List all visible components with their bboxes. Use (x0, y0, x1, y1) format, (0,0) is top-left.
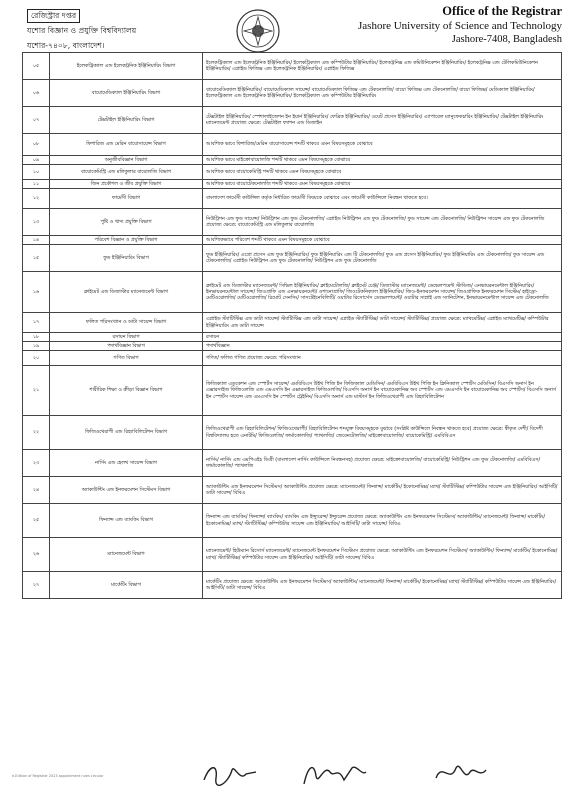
address-english: Jashore-7408, Bangladesh (451, 34, 562, 45)
table-row (23, 107, 562, 134)
row-number: ১১ (23, 180, 50, 189)
row-number: ২০ (23, 351, 50, 366)
row-number: ১৯ (23, 342, 50, 351)
qualification-text: গণিত/ ফলিত গণিত প্রযোজ্য ক্ষেত্রে: পরিসংখ্যান (203, 351, 562, 366)
university-name-bangla: যশোর বিজ্ঞান ও প্রযুক্তি বিশ্ববিদ্যালয় (27, 26, 137, 35)
row-number: ২৫ (23, 504, 50, 538)
row-number: ২৩ (23, 450, 50, 477)
qualification-text: নিউট্রিশন এন্ড ফুড সায়েন্স/ নিউট্রিশন এন্ড ফুড টেকনোলজি/ এপ্লাইড নিউট্রিশন এন্ড ফুড টেকনোলজি/ ফুড সায়েন্স এন্ড টেকনোলজি/ নিউট্রিশন সায়েন্স এন্ড ফুড টেকনোলজি প্রযোজ্য ক্ষেত্রে: বায়োকেমিস্ট্রি এন্ড মলিকুলার বায়োলজি (203, 209, 562, 236)
department-name: ফিশারিজ এন্ড মেরিন বায়োসায়েন্স বিভাগ (50, 134, 203, 156)
signature-1 (200, 758, 260, 788)
table-row (23, 342, 562, 351)
row-number: ০৫ (23, 53, 50, 80)
table-row (23, 313, 562, 333)
table-row (23, 165, 562, 180)
row-number: ০৬ (23, 80, 50, 107)
table-row (23, 450, 562, 477)
qualification-text: আবশ্যিক ভাবে বায়োটেকনোলজি শব্দটি থাকবে এমন বিষয়সমূহকে বোঝাবে (203, 180, 562, 189)
table-row (23, 477, 562, 504)
table-row (23, 504, 562, 538)
footer-note: e-Edition of Registrar 2023 appointment rules circular (12, 774, 104, 778)
university-name-english: Jashore University of Science and Technology (358, 20, 562, 32)
qualification-text: অ্যাকাউন্টিং এন্ড ইনফরমেশন সিস্টেমস/ অ্যাকাউন্টিং প্রযোজ্য ক্ষেত্রে: ম্যানেজমেন্ট/ ফিন্যান্স/ মার্কেটিং/ ইকোনোমিক্স/ ম্যাথ/ স্ট্যাটিস্টিক্স/ কম্পিউটার সায়েন্স এন্ড ইঞ্জিনিয়ারিং/ আইসিটি/ ডাটা সায়েন্স/ বিবিএ (203, 477, 562, 504)
row-number: ১৬ (23, 272, 50, 313)
qualification-text: ইলেকট্রিক্যাল এন্ড ইলেকট্রনিক ইঞ্জিনিয়ারিং/ ইলেকট্রিক্যাল এন্ড কম্পিউটার ইঞ্জিনিয়ারিং/ ইলেকট্রনিক্স এন্ড কমিউনিকেশন ইঞ্জিনিয়ারিং/ ইলেকট্রনিক্স এন্ড টেলিকমিউনিকেশন ইঞ্জিনিয়ারিং/ এপ্লাইড ফিজিক্স এন্ড ইলেকট্রনিক ইঞ্জিনিয়ারিং/ এপ্লাইড ফিজিক্স (203, 53, 562, 80)
qualification-text: ফিন্যান্স এন্ড ব্যাংকিং/ ফিন্যান্স/ ব্যাংকিং/ ব্যাংকিং এন্ড ইন্স্যুরেন্স/ ইন্স্যুরেন্স প্রযোজ্য ক্ষেত্রে: অ্যাকাউন্টিং এন্ড ইনফরমেশন সিস্টেমস/ অ্যাকাউন্টিং/ ম্যানেজমেন্ট/ ফিন্যান্স/ মার্কেটিং/ ইকোনোমিক্স/ ম্যাথ/ স্ট্যাটিস্টিক্স/ কম্পিউটার সায়েন্স এন্ড ইঞ্জিনিয়ারিং/ আইসিটি/ ডাটা সায়েন্স/ বিবিএ (203, 504, 562, 538)
qualification-text: ম্যানেজমেন্ট/ হিউম্যান রিসোর্স ম্যানেজমেন্ট/ ম্যানেজমেন্ট ইনফরমেশন সিস্টেমস প্রযোজ্য ক্ষেত্রে: অ্যাকাউন্টিং এন্ড ইনফরমেশন সিস্টেমস/ অ্যাকাউন্টিং/ ফিন্যান্স/ মার্কেটিং/ ইকোনোমিক্স/ ম্যাথ/ স্ট্যাটিস্টিক্স/ কম্পিউটার সায়েন্স এন্ড ইঞ্জিনিয়ারিং/ আইসিটি/ ডাটা সায়েন্স/ বিবিএ (203, 538, 562, 572)
department-name: পরিবেশ বিজ্ঞান ও প্রযুক্তি বিভাগ (50, 236, 203, 245)
table-row (23, 351, 562, 366)
qualification-text: ফিজিওথেরাপী এন্ড রিহ্যাবিলিটেশন/ ফিজিওথেরাপী/ রিহ্যাবিলিটেশন শব্দযুক্ত বিষয়সমূহকে বুঝাবে (সংশ্লিষ্ট কাউন্সিলে নিবন্ধন থাকতে হবে) প্রযোজ্য ক্ষেত্রে: স্বীকৃত দেশী/ বিদেশী বিশ্ববিদ্যালয় হতে এনাটমি/ ফিজিওলজি/ ফার্মাকোলজি/ প্যাথলজি/ জেরেনটোলজি/ মাইক্রোবায়োলজি/ বায়োকেমিস্ট্রি/ এমবিবিএস (203, 416, 562, 450)
department-name: পুষ্টি ও খাদ্য প্রযুক্তি বিভাগ (50, 209, 203, 236)
qualification-text: ফুড ইঞ্জিনিয়ারিং/ এগ্রো প্রসেস এন্ড ফুড ইঞ্জিনিয়ারিং/ ফুড ইঞ্জিনিয়ারিং এন্ড টি টেকনোলজি/ ফুড এন্ড প্রসেস ইঞ্জিনিয়ারিং/ ফুড ইঞ্জিনিয়ারিং এন্ড টেকনোলজি/ ফুড সায়েন্স এন্ড টেকনোলজি/ এপ্লাইড নিউট্রিশন এন্ড ফুড টেকনোলজি/ নিউট্রিশন এন্ড ফুড টেকনোলজি (203, 245, 562, 272)
table-row (23, 80, 562, 107)
qualification-text: আবশ্যিক ভাবে ফিশারিজ/মেরিন বায়োসায়েন্স শব্দটি থাকবে এমন বিষয়সমূহকে বোঝাবে (203, 134, 562, 156)
table-row (23, 245, 562, 272)
qualification-text: আবশ্যিক ভাবে মাইক্রোবায়োলজি শব্দটি থাকবে এমন বিষয়সমূহকে বোঝাবে (203, 156, 562, 165)
department-name: শারীরিক শিক্ষা ও ক্রীড়া বিজ্ঞান বিভাগ (50, 366, 203, 416)
table-row (23, 189, 562, 209)
qualification-text: এপ্লাইড স্ট্যাটিস্টিক্স এন্ড ডাটা সায়েন্স/ স্ট্যাটিস্টিক্স এন্ড ডাটা সায়েন্স/ এপ্লাইড স্ট্যাটিস্টিক্স/ ডাটা সায়েন্স/ স্ট্যাটিস্টিক্স/ প্রযোজ্য ক্ষেত্রে: ম্যাথমেটিক্স/ এপ্লাইড ম্যাথমেটিক্স/ কম্পিউটার ইঞ্জিনিয়ারিং এন্ড ডাটা সায়েন্স (203, 313, 562, 333)
table-row (23, 180, 562, 189)
qualification-text: আবশ্যিক ভাবে বায়োকেমিস্ট্রি শব্দটি থাকবে এমন বিষয়সমূহকে বোঝাবে (203, 165, 562, 180)
table-row (23, 416, 562, 450)
row-number: ১২ (23, 189, 50, 209)
qualification-text: বাংলাদেশ ফার্মেসী কাউন্সিল কর্তৃক নির্ধারিত ফার্মেসী বিষয়কে বোঝাবে এবং ফার্মেসী কাউন্সিলে নিবন্ধন থাকতে হবে। (203, 189, 562, 209)
department-name: ম্যানেজমেন্ট বিভাগ (50, 538, 203, 572)
row-number: ২২ (23, 416, 50, 450)
table-row (23, 366, 562, 416)
department-name: বায়োকেমিস্ট্রি এন্ড মলিকুলার বায়োলজি বিভাগ (50, 165, 203, 180)
qualification-text: ফিজিক্যাল এডুকেশন এন্ড স্পোর্টস সায়েন্স/ এমবিবিএস উইথ পিজি ইন ফিজিক্যাল মেডিসিন/ এমবিবিএস উইথ পিজি ইন ক্লিনিক্যাল স্পোর্টস মেডিসিন/ বিএসসি অনার্স ইন এক্সারসাইজ ফিজিওলজি এন্ড এমএসসি ইন এক্সারসাইজ ফিজিওলজি/ বিএসসি অনার্স ইন বায়োমেকানিক্স অব স্পোর্টস এন্ড এমএসসি ইন বায়োমেকানিক্স অব স্পোর্টস/ বিএসসি অনার্স ইন স্পোর্টস সায়েন্স এন্ড এমএসসি ইন স্পোর্টস ট্রেইনিং/ বিএসসি অনার্স এন্ড মাস্টার্স ইন ফিজিওথেরাপী এন্ড রিহ্যাবিলিটেশন (203, 366, 562, 416)
university-seal-icon (235, 8, 281, 54)
row-number: ০৯ (23, 156, 50, 165)
department-name: ক্লাইমেট এন্ড ডিজাস্টার ম্যানেজমেন্ট বিভাগ (50, 272, 203, 313)
department-name: গণিত বিভাগ (50, 351, 203, 366)
row-number: ২১ (23, 366, 50, 416)
qualification-text: পদার্থবিজ্ঞান (203, 342, 562, 351)
address-bangla: যশোর-৭৪০৮, বাংলাদেশ। (27, 41, 105, 50)
department-name: জিন প্রকৌশল ও জীব প্রযুক্তি বিভাগ (50, 180, 203, 189)
table-row (23, 572, 562, 599)
qualification-text: টেক্সটাইল ইঞ্জিনিয়ারিং/ স্পেশালাইজেশন ইন ইয়ার্ন ইঞ্জিনিয়ারিং/ ফেব্রিক ইঞ্জিনিয়ারিং/ ওয়েট প্রসেস ইঞ্জিনিয়ারিং/ এ্যাপারেল ম্যানুফেকচারিং ইঞ্জিনিয়ারিং/ টেক্সটাইল ইঞ্জিনিয়ারিং ম্যানেজমেন্ট প্রযোজ্য ক্ষেত্রে: টেক্সটাইল ফ্যাশন এন্ড ডিজাইন (203, 107, 562, 134)
row-number: ০৭ (23, 107, 50, 134)
qualification-text: রসায়ন (203, 333, 562, 342)
table-row (23, 236, 562, 245)
department-name: ফিন্যান্স এন্ড ব্যাংকিং বিভাগ (50, 504, 203, 538)
office-title-bangla: রেজিস্ট্রার দপ্তর (27, 9, 80, 23)
table-row (23, 333, 562, 342)
department-name: পদার্থবিজ্ঞান বিভাগ (50, 342, 203, 351)
row-number: ১৮ (23, 333, 50, 342)
signature-2 (300, 758, 370, 790)
row-number: ১৫ (23, 245, 50, 272)
row-number: ১৩ (23, 209, 50, 236)
office-title-english: Office of the Registrar (442, 4, 562, 18)
office-header-english (300, 4, 562, 47)
table-row (23, 209, 562, 236)
department-name: টেক্সটাইল ইঞ্জিনিয়ারিং বিভাগ (50, 107, 203, 134)
row-number: ১৪ (23, 236, 50, 245)
department-name: ফিজিওথেরাপী এন্ড রিহ্যাবিলিটেশন বিভাগ (50, 416, 203, 450)
table-row (23, 53, 562, 80)
signature-3 (430, 758, 490, 788)
department-name: অনুজীববিজ্ঞান বিভাগ (50, 156, 203, 165)
qualification-text: ক্লাইমেট এন্ড ডিজাস্টার ম্যানেজমেন্ট/ সিভিল ইঞ্জিনিয়ারিং/ ক্লাইমেটোলজি/ ক্লাইমেট চেঞ্জ/ ডিজাস্টার ম্যানেজমেন্ট/ ডেভেলপমেন্ট স্টাডিজ/ এনভায়রনমেন্টাল ইঞ্জিনিয়ারিং/ ইনভায়রনমেন্টাল সায়েন্স/ জিওগ্রাফি এন্ড এনভায়রনমেন্ট/ ওশানোগ্রাফি/ জিওটেকনিক্যাল ইঞ্জিনিয়ারিং/ জিও-ইনফরমেশন সায়েন্স/ জিওগ্রাফিক ইনফরমেশন সিস্টেম/ হাইড্রো-মেটিওরোলজি/ মেটিওরোলজি/ রিমোট সেনসিং/ সাসটেইনেবিলিটি/ ওয়াটার রিসোর্সেস ডেভেলপমেন্ট/ ওয়াটার সাপ্লাই এন্ড স্যানিটেশন, ইনভায়রনমেন্টাল সায়েন্স এন্ড টেকনোলজি (203, 272, 562, 313)
qualification-text: নার্সিং/ নার্সিং এন্ড এমপিএইচ ডিগ্রী (বাংলাদেশ নার্সিং কাউন্সিলে নিবন্ধনসহ) প্রযোজ্য ক্ষেত্রে: মাইক্রোবায়োলজি/ বায়োকেমিস্ট্রি/ নিউট্রিশন এন্ড ফুড টেকনোলজি/ এমবিবিএস/ ফার্মাকোলজি/ প্যাথলজি (203, 450, 562, 477)
row-number: ১৭ (23, 313, 50, 333)
qualification-text: মার্কেটিং প্রযোজ্য ক্ষেত্রে: অ্যাকাউন্টিং এন্ড ইনফরমেশন সিস্টেমস/ অ্যাকাউন্টিং/ ম্যানেজমেন্ট/ ফিন্যান্স/ মার্কেটিং/ ইকোনোমিক্স/ ম্যাথ/ স্ট্যাটিস্টিক্স/ কম্পিউটার সায়েন্স এন্ড ইঞ্জিনিয়ারিং/ আইসিটি/ ডাটা সায়েন্স/ বিবিএ (203, 572, 562, 599)
department-name: অ্যাকাউন্টিং এন্ড ইনফরমেশন সিস্টেমস বিভাগ (50, 477, 203, 504)
department-name: ইলেকট্রিক্যাল এন্ড ইলেকট্রনিক ইঞ্জিনিয়ারিং বিভাগ (50, 53, 203, 80)
row-number: ২৭ (23, 572, 50, 599)
table-row (23, 538, 562, 572)
department-name: রসায়ন বিভাগ (50, 333, 203, 342)
row-number: ২৪ (23, 477, 50, 504)
department-name: ফুড ইঞ্জিনিয়ারিং বিভাগ (50, 245, 203, 272)
department-name: ফলিত পরিসংখ্যান ও ডাটা সায়েন্স বিভাগ (50, 313, 203, 333)
row-number: ১০ (23, 165, 50, 180)
row-number: ২৬ (23, 538, 50, 572)
table-row (23, 134, 562, 156)
department-name: ফার্মেসী বিভাগ (50, 189, 203, 209)
row-number: ০৮ (23, 134, 50, 156)
department-qualification-table (22, 52, 562, 599)
qualification-text: আবশ্যিকভাবে পরিবেশ শব্দটি থাকবে এমন বিষয়সমূহকে বোঝাবে (203, 236, 562, 245)
office-header-bangla (27, 8, 227, 53)
department-name: মার্কেটিং বিভাগ (50, 572, 203, 599)
table-row (23, 272, 562, 313)
department-name: নার্সিং এন্ড হেলথ সায়েন্স বিভাগ (50, 450, 203, 477)
table-row (23, 156, 562, 165)
qualification-text: বায়োমেডিক্যাল ইঞ্জিনিয়ারিং/ বায়োমেডিক্যাল সায়েন্স/ বায়োমেডিক্যাল ফিজিক্স এন্ড টেকনোলজি/ বায়ো ফিজিক্স এন্ড টেকনোলজি/ বায়ো ফিজিক্স/ মেডিক্যাল ইঞ্জিনিয়ারিং/ ইলেকট্রিক্যাল এন্ড ইলেকট্রনিক ইঞ্জিনিয়ারিং/ ইলেকট্রিক্যাল এন্ড কম্পিউটার ইঞ্জিনিয়ারিং (203, 80, 562, 107)
department-name: বায়োমেডিক্যাল ইঞ্জিনিয়ারিং বিভাগ (50, 80, 203, 107)
